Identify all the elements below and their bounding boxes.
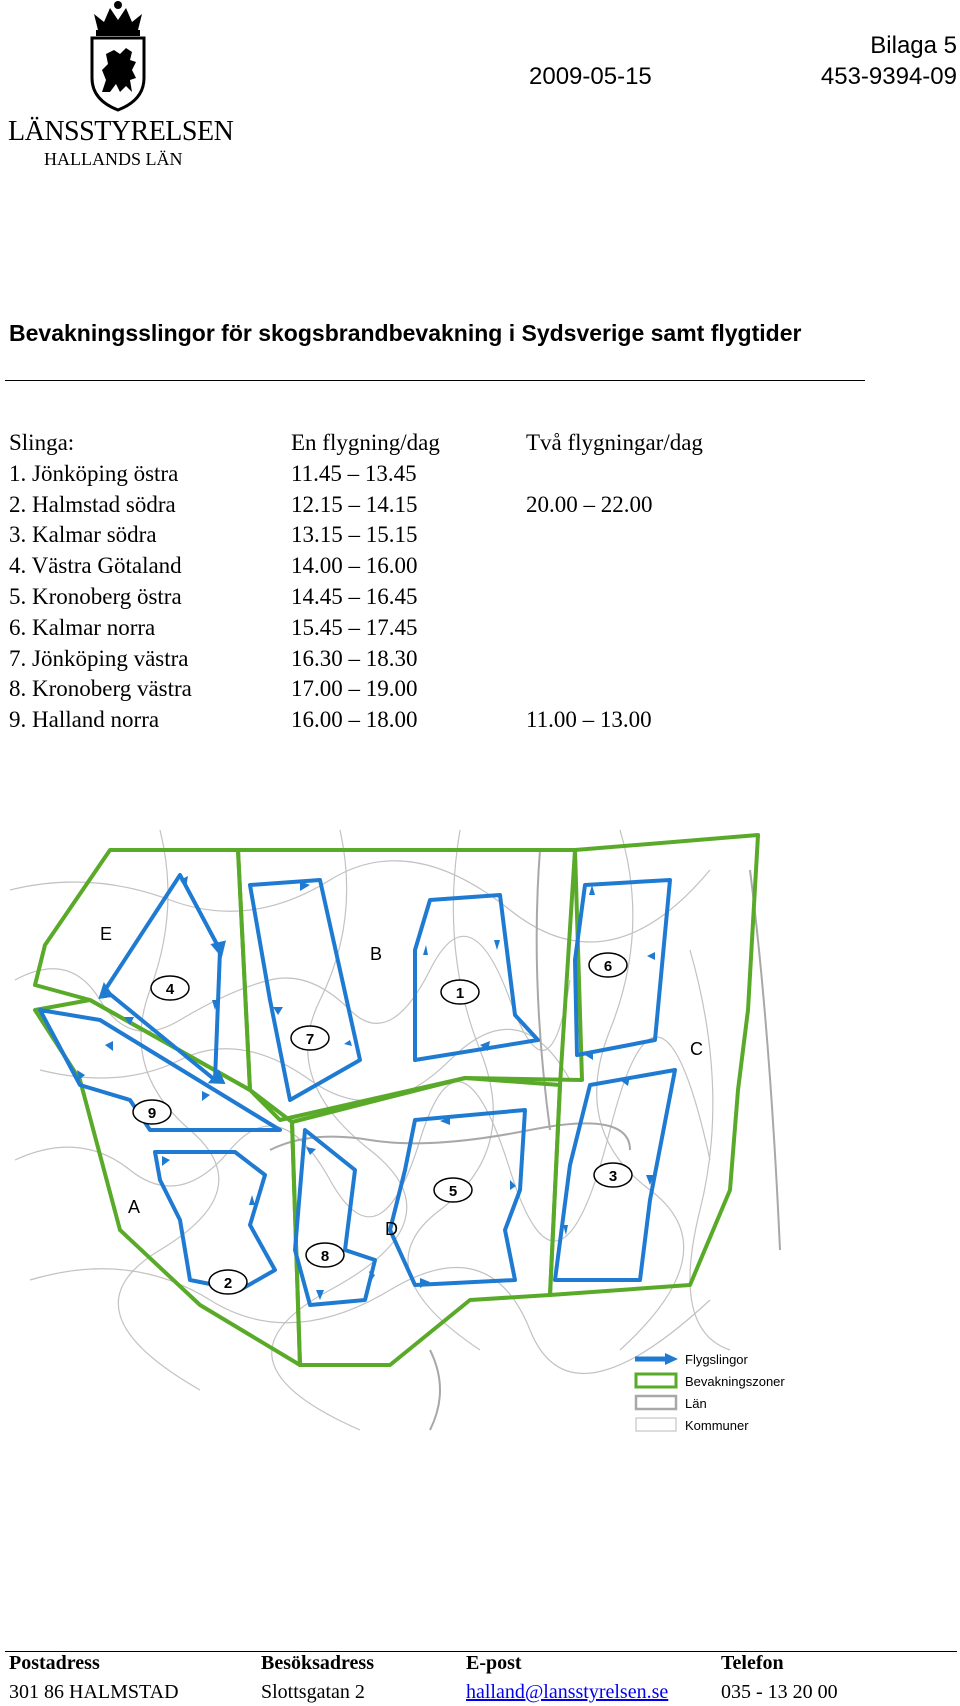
document-title: Bevakningsslingor för skogsbrandbevakning i Sydsverige samt flygtider (9, 320, 802, 346)
zone-label: A (128, 1197, 141, 1217)
zone-label: B (370, 944, 383, 964)
footer-label-email: E-post (466, 1652, 522, 1674)
once-time: 14.45 – 16.45 (291, 583, 418, 609)
route-number: 8 (320, 1248, 330, 1265)
route-map-svg (10, 830, 813, 1435)
route-number: 4 (165, 981, 175, 998)
route-name: 2. Halmstad södra (9, 491, 176, 517)
route-name: 4. Västra Götaland (9, 553, 182, 579)
title-divider (5, 380, 865, 381)
route-number: 2 (223, 1275, 233, 1292)
route-name: 6. Kalmar norra (9, 614, 156, 640)
route-name: 1. Jönköping östra (9, 460, 179, 486)
column-header-once: En flygning/dag (291, 430, 440, 455)
once-time: 11.45 – 13.45 (291, 460, 417, 486)
route-number: 9 (147, 1105, 157, 1122)
legend-item: Kommuner (685, 1418, 749, 1433)
route-number: 3 (608, 1168, 618, 1185)
once-time: 13.15 – 15.15 (291, 522, 418, 548)
org-name: LÄNSSTYRELSEN (8, 116, 234, 147)
route-name: 5. Kronoberg östra (9, 583, 182, 609)
route-map (10, 830, 813, 1435)
once-time: 16.30 – 18.30 (291, 645, 418, 671)
phone-number: 035 - 13 20 00 (721, 1681, 838, 1703)
visiting-address: Slottsgatan 2 (261, 1681, 365, 1703)
postal-address: 301 86 HALMSTAD (9, 1681, 179, 1703)
legend-item: Län (685, 1396, 707, 1411)
column-header-route: Slinga: (9, 430, 75, 455)
document-date: 2009-05-15 (529, 63, 652, 90)
zone-label: E (100, 924, 113, 944)
twice-time: 11.00 – 13.00 (526, 707, 652, 733)
route-number: 5 (448, 1183, 458, 1200)
email-link[interactable]: halland@lansstyrelsen.se (466, 1681, 669, 1703)
column-header-twice: Två flygningar/dag (526, 430, 703, 455)
once-time: 17.00 – 19.00 (291, 676, 418, 702)
once-time: 16.00 – 18.00 (291, 707, 418, 733)
once-time: 12.15 – 14.15 (291, 491, 418, 517)
zone-label: C (690, 1039, 703, 1059)
county-logo (8, 0, 234, 175)
once-time: 15.45 – 17.45 (291, 614, 418, 640)
reference-number: 453-9394-09 (820, 63, 957, 90)
route-number: 7 (305, 1031, 315, 1048)
footer-label-postal: Postadress (9, 1652, 100, 1674)
route-name: 8. Kronoberg västra (9, 676, 192, 702)
crest-icon (80, 0, 156, 112)
route-name: 3. Kalmar södra (9, 522, 157, 548)
footer-label-visiting: Besöksadress (261, 1652, 374, 1674)
legend-item: Flygslingor (685, 1352, 748, 1367)
route-name: 7. Jönköping västra (9, 645, 189, 671)
route-number: 1 (455, 985, 465, 1002)
route-number: 6 (603, 958, 613, 975)
route-name: 9. Halland norra (9, 707, 160, 733)
org-subtitle: HALLANDS LÄN (44, 149, 183, 169)
attachment-label: Bilaga 5 (870, 32, 957, 59)
footer-label-phone: Telefon (721, 1652, 784, 1674)
legend-item: Bevakningszoner (685, 1374, 785, 1389)
twice-time: 20.00 – 22.00 (526, 491, 653, 517)
once-time: 14.00 – 16.00 (291, 553, 418, 579)
zone-label: D (385, 1219, 398, 1239)
